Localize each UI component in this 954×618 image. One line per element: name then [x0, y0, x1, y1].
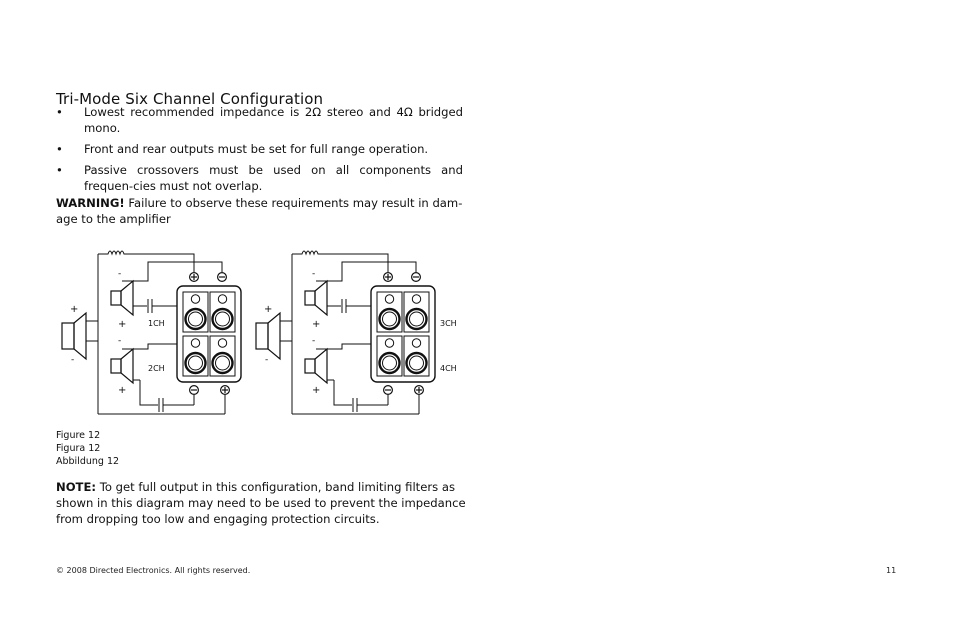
tweeter-speaker-icon — [111, 281, 133, 315]
figure-caption — [56, 429, 119, 468]
amplifier-terminals-left — [177, 286, 241, 382]
polarity-minus: - — [118, 269, 122, 279]
woofer-speaker-icon — [62, 313, 86, 359]
amplifier-terminals-right — [371, 286, 435, 382]
channel-label: 3CH — [440, 319, 457, 328]
minus-terminal-icon — [190, 386, 199, 395]
channel-label: 4CH — [440, 364, 457, 373]
plus-terminal-icon — [415, 386, 424, 395]
polarity-plus: + — [70, 304, 79, 315]
polarity-plus: + — [312, 319, 321, 330]
polarity-plus: + — [118, 385, 127, 396]
list-item-text: Front and rear outputs must be set for full range operation. — [84, 142, 429, 156]
bullet-marker: • — [56, 142, 63, 156]
note-paragraph — [56, 479, 466, 527]
list-item-text: Lowest recommended impedance is 2Ω stereo and 4Ω bridged mono. — [84, 105, 463, 135]
polarity-plus: + — [264, 304, 273, 315]
page-title: Tri-Mode Six Channel Configuration — [56, 90, 324, 109]
tweeter-speaker-icon — [111, 349, 133, 383]
tweeter-speaker-icon — [305, 281, 327, 315]
polarity-minus: - — [312, 269, 316, 279]
plus-terminal-icon — [221, 386, 230, 395]
plus-terminal-icon — [384, 273, 393, 282]
woofer-speaker-icon — [256, 313, 280, 359]
minus-terminal-icon — [218, 273, 227, 282]
warning-label: WARNING! — [56, 196, 125, 210]
polarity-minus: - — [71, 355, 75, 365]
page-number: 11 — [886, 566, 897, 575]
footer-copyright: © 2008 Directed Electronics. All rights reserved. — [56, 566, 251, 575]
polarity-plus: + — [312, 385, 321, 396]
warning-text: Failure to observe these requirements may result in dam-age to the amplifier — [56, 196, 463, 226]
bullet-marker: • — [56, 105, 63, 119]
list-item-text: Passive crossovers must be used on all components and frequen-cies must not overlap. — [84, 163, 463, 193]
caption-line: Figura 12 — [56, 443, 101, 454]
plus-terminal-icon — [190, 273, 199, 282]
caption-line: Abbildung 12 — [56, 456, 120, 467]
polarity-plus: + — [118, 319, 127, 330]
polarity-minus: - — [312, 336, 316, 346]
bullet-marker: • — [56, 163, 63, 177]
channel-label: 1CH — [148, 319, 165, 328]
polarity-minus: - — [265, 355, 269, 365]
tweeter-speaker-icon — [305, 349, 327, 383]
minus-terminal-icon — [412, 273, 421, 282]
channel-label: 2CH — [148, 364, 165, 373]
note-text: To get full output in this configuration, band limiting filters as shown in this diagram may need to be used to prevent the impedance from dropping too low and engaging protection circuits. — [56, 480, 466, 526]
note-label: NOTE: — [56, 480, 97, 494]
minus-terminal-icon — [384, 386, 393, 395]
polarity-minus: - — [118, 336, 122, 346]
caption-line: Figure 12 — [56, 430, 101, 441]
